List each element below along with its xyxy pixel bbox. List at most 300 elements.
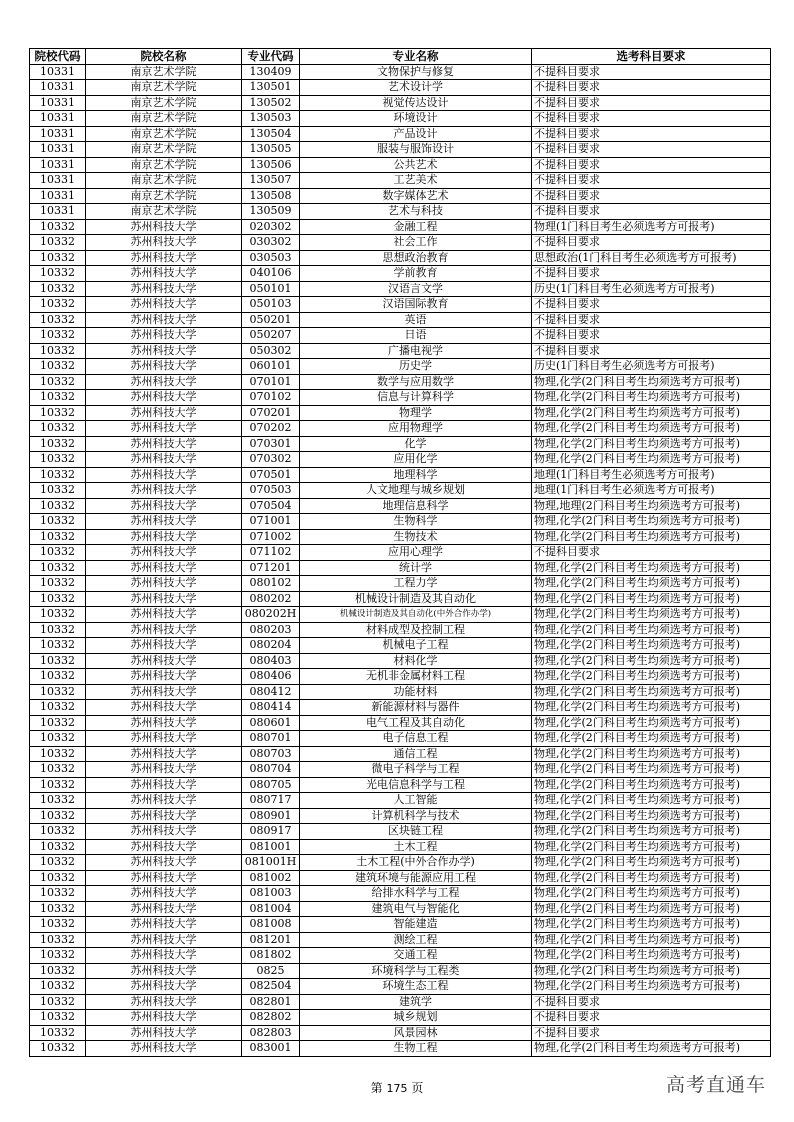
cell-school-name: 苏州科技大学 xyxy=(86,808,242,824)
cell-school-name: 苏州科技大学 xyxy=(86,700,242,716)
cell-school-name: 南京艺术学院 xyxy=(86,126,242,142)
table-row xyxy=(30,219,771,235)
cell-major-name: 金融工程 xyxy=(300,219,532,235)
cell-school-name: 苏州科技大学 xyxy=(86,731,242,747)
cell-major-code: 081001 xyxy=(242,839,300,855)
cell-major-name: 环境生态工程 xyxy=(300,979,532,995)
cell-major-code: 081001H xyxy=(242,855,300,871)
cell-subject-requirement: 不提科目要求 xyxy=(532,266,771,282)
table-row xyxy=(30,793,771,809)
cell-subject-requirement: 物理,化学(2门科目考生均须选考方可报考) xyxy=(532,901,771,917)
cell-subject-requirement: 不提科目要求 xyxy=(532,328,771,344)
cell-school-name: 苏州科技大学 xyxy=(86,622,242,638)
cell-major-code: 080601 xyxy=(242,715,300,731)
cell-school-code: 10332 xyxy=(30,483,86,499)
cell-subject-requirement: 物理,化学(2门科目考生均须选考方可报考) xyxy=(532,560,771,576)
cell-major-name: 测绘工程 xyxy=(300,932,532,948)
cell-major-code: 130504 xyxy=(242,126,300,142)
cell-major-code: 130409 xyxy=(242,64,300,80)
table-row xyxy=(30,808,771,824)
cell-major-name: 给排水科学与工程 xyxy=(300,886,532,902)
cell-major-name: 文物保护与修复 xyxy=(300,64,532,80)
cell-subject-requirement: 物理,化学(2门科目考生均须选考方可报考) xyxy=(532,591,771,607)
page-suffix: 页 xyxy=(411,1081,424,1095)
cell-school-name: 苏州科技大学 xyxy=(86,886,242,902)
cell-major-name: 应用心理学 xyxy=(300,545,532,561)
table-row xyxy=(30,328,771,344)
cell-major-code: 020302 xyxy=(242,219,300,235)
cell-school-code: 10332 xyxy=(30,498,86,514)
cell-major-code: 040106 xyxy=(242,266,300,282)
cell-major-name: 人工智能 xyxy=(300,793,532,809)
table-row xyxy=(30,452,771,468)
cell-school-code: 10332 xyxy=(30,777,86,793)
cell-school-name: 苏州科技大学 xyxy=(86,560,242,576)
table-row xyxy=(30,374,771,390)
cell-school-name: 苏州科技大学 xyxy=(86,669,242,685)
cell-major-code: 070201 xyxy=(242,405,300,421)
cell-school-code: 10332 xyxy=(30,312,86,328)
table-row xyxy=(30,235,771,251)
header-subject-requirement: 选考科目要求 xyxy=(532,49,771,65)
cell-major-code: 060101 xyxy=(242,359,300,375)
cell-major-name: 学前教育 xyxy=(300,266,532,282)
table-row xyxy=(30,64,771,80)
cell-school-code: 10332 xyxy=(30,219,86,235)
cell-school-name: 苏州科技大学 xyxy=(86,250,242,266)
cell-school-name: 苏州科技大学 xyxy=(86,390,242,406)
cell-school-name: 苏州科技大学 xyxy=(86,545,242,561)
cell-major-name: 机械设计制造及其自动化 xyxy=(300,591,532,607)
cell-school-code: 10332 xyxy=(30,467,86,483)
cell-school-name: 苏州科技大学 xyxy=(86,777,242,793)
cell-subject-requirement: 物理,化学(2门科目考生均须选考方可报考) xyxy=(532,979,771,995)
cell-major-code: 080204 xyxy=(242,638,300,654)
cell-major-name: 公共艺术 xyxy=(300,157,532,173)
cell-school-code: 10332 xyxy=(30,653,86,669)
cell-major-name: 人文地理与城乡规划 xyxy=(300,483,532,499)
cell-subject-requirement: 地理(1门科目考生必须选考方可报考) xyxy=(532,467,771,483)
cell-subject-requirement: 物理,化学(2门科目考生均须选考方可报考) xyxy=(532,1041,771,1057)
cell-school-name: 苏州科技大学 xyxy=(86,359,242,375)
cell-major-code: 080705 xyxy=(242,777,300,793)
cell-school-name: 苏州科技大学 xyxy=(86,824,242,840)
cell-school-name: 苏州科技大学 xyxy=(86,281,242,297)
cell-subject-requirement: 地理(1门科目考生必须选考方可报考) xyxy=(532,483,771,499)
cell-major-name: 城乡规划 xyxy=(300,1010,532,1026)
cell-major-name: 智能建造 xyxy=(300,917,532,933)
cell-major-code: 130507 xyxy=(242,173,300,189)
cell-major-name: 产品设计 xyxy=(300,126,532,142)
cell-subject-requirement: 物理,化学(2门科目考生均须选考方可报考) xyxy=(532,576,771,592)
subject-requirements-table xyxy=(29,48,771,1057)
table-row xyxy=(30,700,771,716)
cell-major-code: 080406 xyxy=(242,669,300,685)
cell-school-code: 10331 xyxy=(30,95,86,111)
cell-school-code: 10332 xyxy=(30,452,86,468)
table-row xyxy=(30,638,771,654)
cell-school-code: 10332 xyxy=(30,638,86,654)
cell-major-name: 服装与服饰设计 xyxy=(300,142,532,158)
cell-major-code: 081004 xyxy=(242,901,300,917)
cell-subject-requirement: 不提科目要求 xyxy=(532,312,771,328)
cell-school-name: 苏州科技大学 xyxy=(86,405,242,421)
table-row xyxy=(30,250,771,266)
cell-school-name: 苏州科技大学 xyxy=(86,948,242,964)
cell-school-name: 苏州科技大学 xyxy=(86,901,242,917)
cell-school-name: 南京艺术学院 xyxy=(86,80,242,96)
cell-subject-requirement: 物理,化学(2门科目考生均须选考方可报考) xyxy=(532,746,771,762)
cell-major-name: 汉语言文学 xyxy=(300,281,532,297)
cell-major-name: 艺术设计学 xyxy=(300,80,532,96)
cell-major-name: 通信工程 xyxy=(300,746,532,762)
cell-school-code: 10332 xyxy=(30,560,86,576)
table-row xyxy=(30,436,771,452)
cell-school-code: 10332 xyxy=(30,932,86,948)
cell-subject-requirement: 不提科目要求 xyxy=(532,142,771,158)
cell-major-code: 081802 xyxy=(242,948,300,964)
cell-major-code: 030503 xyxy=(242,250,300,266)
cell-major-code: 080901 xyxy=(242,808,300,824)
cell-subject-requirement: 物理(1门科目考生必须选考方可报考) xyxy=(532,219,771,235)
cell-school-code: 10332 xyxy=(30,390,86,406)
table-row xyxy=(30,467,771,483)
cell-school-name: 苏州科技大学 xyxy=(86,653,242,669)
cell-school-name: 苏州科技大学 xyxy=(86,793,242,809)
table-row xyxy=(30,855,771,871)
table-row xyxy=(30,839,771,855)
cell-school-code: 10332 xyxy=(30,731,86,747)
table-row xyxy=(30,188,771,204)
table-row xyxy=(30,297,771,313)
cell-subject-requirement: 历史(1门科目考生必须选考方可报考) xyxy=(532,359,771,375)
cell-school-name: 苏州科技大学 xyxy=(86,421,242,437)
cell-school-name: 苏州科技大学 xyxy=(86,297,242,313)
cell-major-code: 082802 xyxy=(242,1010,300,1026)
cell-subject-requirement: 不提科目要求 xyxy=(532,204,771,220)
table-row xyxy=(30,653,771,669)
cell-major-code: 080202H xyxy=(242,607,300,623)
cell-school-name: 苏州科技大学 xyxy=(86,374,242,390)
cell-major-name: 建筑学 xyxy=(300,994,532,1010)
table-row xyxy=(30,901,771,917)
cell-major-code: 080703 xyxy=(242,746,300,762)
cell-school-code: 10332 xyxy=(30,994,86,1010)
cell-subject-requirement: 物理,化学(2门科目考生均须选考方可报考) xyxy=(532,669,771,685)
cell-school-code: 10332 xyxy=(30,1010,86,1026)
cell-school-name: 南京艺术学院 xyxy=(86,173,242,189)
table-row xyxy=(30,917,771,933)
cell-school-code: 10332 xyxy=(30,948,86,964)
table-row xyxy=(30,545,771,561)
cell-subject-requirement: 物理,化学(2门科目考生均须选考方可报考) xyxy=(532,762,771,778)
table-row xyxy=(30,731,771,747)
cell-major-name: 交通工程 xyxy=(300,948,532,964)
cell-major-name: 地理科学 xyxy=(300,467,532,483)
cell-subject-requirement: 物理,化学(2门科目考生均须选考方可报考) xyxy=(532,514,771,530)
cell-major-code: 071002 xyxy=(242,529,300,545)
table-row xyxy=(30,157,771,173)
cell-school-name: 苏州科技大学 xyxy=(86,529,242,545)
cell-school-code: 10332 xyxy=(30,762,86,778)
table-body xyxy=(30,64,771,1056)
cell-school-name: 苏州科技大学 xyxy=(86,684,242,700)
cell-major-code: 050103 xyxy=(242,297,300,313)
cell-major-code: 070503 xyxy=(242,483,300,499)
cell-school-code: 10332 xyxy=(30,917,86,933)
cell-school-name: 苏州科技大学 xyxy=(86,467,242,483)
cell-school-name: 南京艺术学院 xyxy=(86,204,242,220)
table-row xyxy=(30,963,771,979)
cell-school-name: 南京艺术学院 xyxy=(86,95,242,111)
cell-subject-requirement: 不提科目要求 xyxy=(532,157,771,173)
cell-school-code: 10332 xyxy=(30,669,86,685)
cell-major-name: 工程力学 xyxy=(300,576,532,592)
table-row xyxy=(30,824,771,840)
cell-school-name: 苏州科技大学 xyxy=(86,839,242,855)
table-row xyxy=(30,886,771,902)
cell-major-name: 社会工作 xyxy=(300,235,532,251)
cell-subject-requirement: 物理,化学(2门科目考生均须选考方可报考) xyxy=(532,886,771,902)
cell-school-name: 苏州科技大学 xyxy=(86,638,242,654)
cell-major-name: 材料成型及控制工程 xyxy=(300,622,532,638)
cell-subject-requirement: 物理,化学(2门科目考生均须选考方可报考) xyxy=(532,607,771,623)
cell-subject-requirement: 物理,化学(2门科目考生均须选考方可报考) xyxy=(532,436,771,452)
cell-major-code: 070101 xyxy=(242,374,300,390)
cell-school-code: 10332 xyxy=(30,576,86,592)
cell-major-code: 070102 xyxy=(242,390,300,406)
table-row xyxy=(30,576,771,592)
cell-school-code: 10331 xyxy=(30,157,86,173)
cell-school-code: 10332 xyxy=(30,1025,86,1041)
table-row xyxy=(30,684,771,700)
cell-subject-requirement: 物理,化学(2门科目考生均须选考方可报考) xyxy=(532,917,771,933)
cell-major-code: 071102 xyxy=(242,545,300,561)
table-row xyxy=(30,111,771,127)
page-prefix: 第 xyxy=(370,1081,383,1095)
cell-major-code: 080704 xyxy=(242,762,300,778)
table-row xyxy=(30,204,771,220)
cell-school-code: 10331 xyxy=(30,80,86,96)
cell-major-code: 082801 xyxy=(242,994,300,1010)
cell-school-name: 苏州科技大学 xyxy=(86,870,242,886)
cell-major-name: 生物工程 xyxy=(300,1041,532,1057)
cell-subject-requirement: 不提科目要求 xyxy=(532,1025,771,1041)
cell-subject-requirement: 物理,化学(2门科目考生均须选考方可报考) xyxy=(532,390,771,406)
cell-major-code: 070501 xyxy=(242,467,300,483)
cell-major-code: 070202 xyxy=(242,421,300,437)
cell-major-code: 081003 xyxy=(242,886,300,902)
cell-subject-requirement: 不提科目要求 xyxy=(532,994,771,1010)
cell-school-name: 苏州科技大学 xyxy=(86,312,242,328)
cell-major-name: 机械电子工程 xyxy=(300,638,532,654)
cell-school-name: 苏州科技大学 xyxy=(86,1010,242,1026)
cell-subject-requirement: 物理,化学(2门科目考生均须选考方可报考) xyxy=(532,932,771,948)
cell-major-code: 081002 xyxy=(242,870,300,886)
table-row xyxy=(30,126,771,142)
table-row xyxy=(30,669,771,685)
cell-major-code: 070504 xyxy=(242,498,300,514)
cell-major-code: 081008 xyxy=(242,917,300,933)
cell-subject-requirement: 不提科目要求 xyxy=(532,80,771,96)
cell-school-name: 南京艺术学院 xyxy=(86,64,242,80)
cell-school-code: 10332 xyxy=(30,235,86,251)
cell-school-code: 10331 xyxy=(30,126,86,142)
cell-major-name: 环境设计 xyxy=(300,111,532,127)
cell-major-name: 生物技术 xyxy=(300,529,532,545)
table-row xyxy=(30,1025,771,1041)
cell-school-name: 苏州科技大学 xyxy=(86,746,242,762)
cell-major-code: 071001 xyxy=(242,514,300,530)
cell-school-name: 苏州科技大学 xyxy=(86,963,242,979)
table-row xyxy=(30,715,771,731)
cell-subject-requirement: 物理,化学(2门科目考生均须选考方可报考) xyxy=(532,700,771,716)
cell-major-code: 080403 xyxy=(242,653,300,669)
table-row xyxy=(30,932,771,948)
cell-school-code: 10332 xyxy=(30,607,86,623)
cell-major-code: 080414 xyxy=(242,700,300,716)
table-row xyxy=(30,560,771,576)
cell-major-code: 082504 xyxy=(242,979,300,995)
cell-subject-requirement: 物理,化学(2门科目考生均须选考方可报考) xyxy=(532,839,771,855)
cell-subject-requirement: 不提科目要求 xyxy=(532,235,771,251)
cell-school-name: 苏州科技大学 xyxy=(86,994,242,1010)
cell-major-code: 130503 xyxy=(242,111,300,127)
cell-subject-requirement: 物理,化学(2门科目考生均须选考方可报考) xyxy=(532,421,771,437)
cell-school-name: 苏州科技大学 xyxy=(86,328,242,344)
cell-school-name: 南京艺术学院 xyxy=(86,142,242,158)
cell-subject-requirement: 思想政治(1门科目考生必须选考方可报考) xyxy=(532,250,771,266)
header-major-name: 专业名称 xyxy=(300,49,532,65)
cell-major-code: 080717 xyxy=(242,793,300,809)
table-row xyxy=(30,80,771,96)
cell-major-code: 071201 xyxy=(242,560,300,576)
cell-major-name: 新能源材料与器件 xyxy=(300,700,532,716)
cell-school-code: 10332 xyxy=(30,421,86,437)
cell-subject-requirement: 物理,地理(2门科目考生均须选考方可报考) xyxy=(532,498,771,514)
cell-subject-requirement: 不提科目要求 xyxy=(532,188,771,204)
cell-school-name: 苏州科技大学 xyxy=(86,514,242,530)
cell-major-name: 信息与计算科学 xyxy=(300,390,532,406)
cell-school-code: 10332 xyxy=(30,700,86,716)
table-row xyxy=(30,173,771,189)
table-row xyxy=(30,95,771,111)
cell-subject-requirement: 物理,化学(2门科目考生均须选考方可报考) xyxy=(532,622,771,638)
table-row xyxy=(30,622,771,638)
table-row xyxy=(30,529,771,545)
cell-subject-requirement: 物理,化学(2门科目考生均须选考方可报考) xyxy=(532,948,771,964)
cell-school-name: 苏州科技大学 xyxy=(86,266,242,282)
cell-school-code: 10332 xyxy=(30,374,86,390)
cell-school-name: 苏州科技大学 xyxy=(86,1041,242,1057)
cell-major-name: 无机非金属材料工程 xyxy=(300,669,532,685)
cell-subject-requirement: 物理,化学(2门科目考生均须选考方可报考) xyxy=(532,452,771,468)
cell-major-name: 机械设计制造及其自动化(中外合作办学) xyxy=(300,607,532,623)
table-row xyxy=(30,142,771,158)
cell-school-code: 10332 xyxy=(30,963,86,979)
table-row xyxy=(30,514,771,530)
table-row xyxy=(30,870,771,886)
table-row xyxy=(30,1041,771,1057)
cell-school-code: 10332 xyxy=(30,979,86,995)
cell-subject-requirement: 物理,化学(2门科目考生均须选考方可报考) xyxy=(532,855,771,871)
cell-school-name: 苏州科技大学 xyxy=(86,715,242,731)
cell-major-name: 日语 xyxy=(300,328,532,344)
cell-major-code: 080203 xyxy=(242,622,300,638)
cell-subject-requirement: 物理,化学(2门科目考生均须选考方可报考) xyxy=(532,870,771,886)
cell-school-code: 10332 xyxy=(30,328,86,344)
page-number: 175 xyxy=(386,1082,408,1095)
cell-school-name: 苏州科技大学 xyxy=(86,483,242,499)
cell-subject-requirement: 不提科目要求 xyxy=(532,111,771,127)
cell-school-name: 苏州科技大学 xyxy=(86,855,242,871)
cell-major-name: 英语 xyxy=(300,312,532,328)
table-row xyxy=(30,498,771,514)
table-row xyxy=(30,746,771,762)
cell-major-name: 微电子科学与工程 xyxy=(300,762,532,778)
cell-major-code: 083001 xyxy=(242,1041,300,1057)
table-row xyxy=(30,1010,771,1026)
cell-school-code: 10332 xyxy=(30,870,86,886)
cell-school-name: 苏州科技大学 xyxy=(86,576,242,592)
cell-subject-requirement: 物理,化学(2门科目考生均须选考方可报考) xyxy=(532,374,771,390)
cell-major-code: 130501 xyxy=(242,80,300,96)
table-row xyxy=(30,281,771,297)
cell-major-name: 艺术与科技 xyxy=(300,204,532,220)
cell-school-code: 10331 xyxy=(30,111,86,127)
cell-major-code: 081201 xyxy=(242,932,300,948)
cell-major-name: 地理信息科学 xyxy=(300,498,532,514)
cell-major-code: 130505 xyxy=(242,142,300,158)
cell-subject-requirement: 物理,化学(2门科目考生均须选考方可报考) xyxy=(532,793,771,809)
cell-school-name: 苏州科技大学 xyxy=(86,452,242,468)
cell-major-name: 建筑电气与智能化 xyxy=(300,901,532,917)
cell-school-code: 10332 xyxy=(30,343,86,359)
cell-school-code: 10332 xyxy=(30,405,86,421)
cell-school-name: 苏州科技大学 xyxy=(86,436,242,452)
header-school-code: 院校代码 xyxy=(30,49,86,65)
cell-major-name: 电气工程及其自动化 xyxy=(300,715,532,731)
cell-major-name: 材料化学 xyxy=(300,653,532,669)
cell-school-name: 苏州科技大学 xyxy=(86,591,242,607)
cell-major-name: 化学 xyxy=(300,436,532,452)
cell-major-name: 物理学 xyxy=(300,405,532,421)
cell-subject-requirement: 不提科目要求 xyxy=(532,64,771,80)
table-row xyxy=(30,421,771,437)
cell-school-name: 苏州科技大学 xyxy=(86,979,242,995)
cell-school-code: 10332 xyxy=(30,715,86,731)
cell-school-code: 10332 xyxy=(30,297,86,313)
cell-subject-requirement: 物理,化学(2门科目考生均须选考方可报考) xyxy=(532,653,771,669)
cell-subject-requirement: 物理,化学(2门科目考生均须选考方可报考) xyxy=(532,808,771,824)
cell-major-name: 统计学 xyxy=(300,560,532,576)
cell-school-code: 10332 xyxy=(30,824,86,840)
cell-school-code: 10332 xyxy=(30,855,86,871)
table-row xyxy=(30,607,771,623)
cell-school-code: 10331 xyxy=(30,64,86,80)
cell-major-name: 区块链工程 xyxy=(300,824,532,840)
cell-school-name: 苏州科技大学 xyxy=(86,235,242,251)
cell-major-name: 数字媒体艺术 xyxy=(300,188,532,204)
cell-subject-requirement: 物理,化学(2门科目考生均须选考方可报考) xyxy=(532,715,771,731)
cell-major-name: 工艺美术 xyxy=(300,173,532,189)
cell-school-name: 南京艺术学院 xyxy=(86,188,242,204)
table-row xyxy=(30,948,771,964)
cell-major-code: 082803 xyxy=(242,1025,300,1041)
cell-major-name: 历史学 xyxy=(300,359,532,375)
cell-school-code: 10332 xyxy=(30,839,86,855)
cell-school-name: 苏州科技大学 xyxy=(86,219,242,235)
